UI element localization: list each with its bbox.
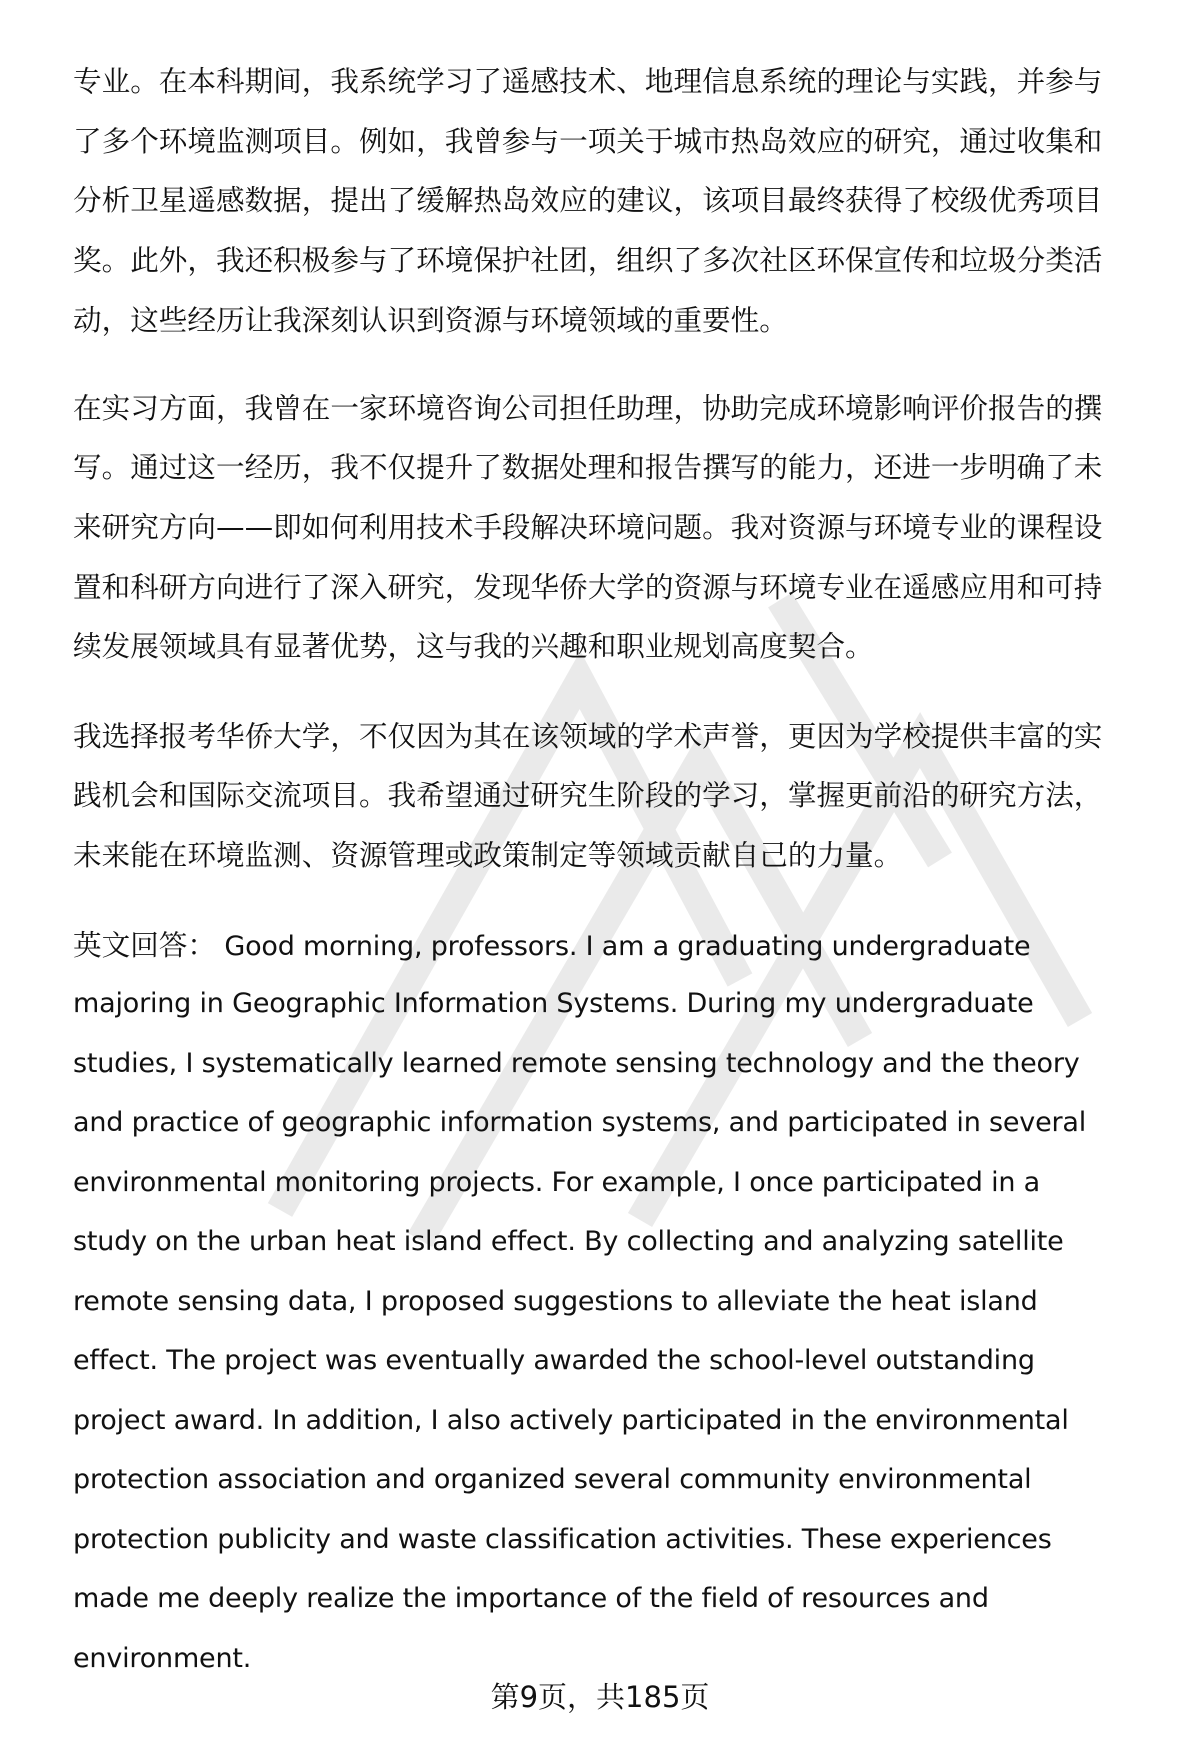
text-line: protection publicity and waste classification activities. These experiences bbox=[73, 1524, 1052, 1555]
text-span: Good morning, professors. I am a graduating undergraduate bbox=[215, 931, 1031, 962]
text-line: 置和科研方向进行了深入研究，发现华侨大学的资源与环境专业在遥感应用和可持 bbox=[73, 570, 1103, 604]
text-line: 专业。在本科期间，我系统学习了遥感技术、地理信息系统的理论与实践，并参与 bbox=[73, 64, 1103, 98]
text-line: made me deeply realize the importance of the field of resources and bbox=[73, 1583, 989, 1614]
text-line: 来研究方向——即如何利用技术手段解决环境问题。我对资源与环境专业的课程设 bbox=[73, 510, 1103, 544]
text-line: 续发展领域具有显著优势，这与我的兴趣和职业规划高度契合。 bbox=[73, 629, 874, 663]
text-line: environmental monitoring projects. For example, I once participated in a bbox=[73, 1167, 1041, 1198]
text-line: project award. In addition, I also actively participated in the environmental bbox=[73, 1405, 1069, 1436]
text-line: 写。通过这一经历，我不仅提升了数据处理和报告撰写的能力，还进一步明确了未 bbox=[73, 450, 1103, 484]
english-answer-label: 英文回答： bbox=[73, 928, 216, 962]
page-number-footer: 第9页，共185页 bbox=[490, 1680, 710, 1714]
text-line: 我选择报考华侨大学，不仅因为其在该领域的学术声誉，更因为学校提供丰富的实 bbox=[73, 719, 1103, 753]
text-line: 动，这些经历让我深刻认识到资源与环境领域的重要性。 bbox=[73, 303, 788, 337]
text-line: majoring in Geographic Information Systems. During my undergraduate bbox=[73, 988, 1034, 1019]
text-line: 分析卫星遥感数据，提出了缓解热岛效应的建议，该项目最终获得了校级优秀项目 bbox=[73, 183, 1103, 217]
text-line: 了多个环境监测项目。例如，我曾参与一项关于城市热岛效应的研究，通过收集和 bbox=[73, 124, 1103, 158]
text-line: 践机会和国际交流项目。我希望通过研究生阶段的学习，掌握更前沿的研究方法， bbox=[73, 778, 1103, 812]
text-line: and practice of geographic information systems, and participated in several bbox=[73, 1107, 1087, 1138]
text-line: 未来能在环境监测、资源管理或政策制定等领域贡献自己的力量。 bbox=[73, 838, 903, 872]
text-line: 在实习方面，我曾在一家环境咨询公司担任助理，协助完成环境影响评价报告的撰 bbox=[73, 391, 1103, 425]
text-line: protection association and organized several community environmental bbox=[73, 1464, 1032, 1495]
text-line: studies, I systematically learned remote sensing technology and the theory bbox=[73, 1048, 1080, 1079]
text-line: 奖。此外，我还积极参与了环境保护社团，组织了多次社区环保宣传和垃圾分类活 bbox=[73, 243, 1103, 277]
text-line: study on the urban heat island effect. By collecting and analyzing satellite bbox=[73, 1226, 1064, 1257]
text-line: remote sensing data, I proposed suggestions to alleviate the heat island bbox=[73, 1286, 1038, 1317]
text-line: effect. The project was eventually awarded the school-level outstanding bbox=[73, 1345, 1035, 1376]
text-line bbox=[73, 923, 1030, 967]
text-line: environment. bbox=[73, 1643, 252, 1674]
